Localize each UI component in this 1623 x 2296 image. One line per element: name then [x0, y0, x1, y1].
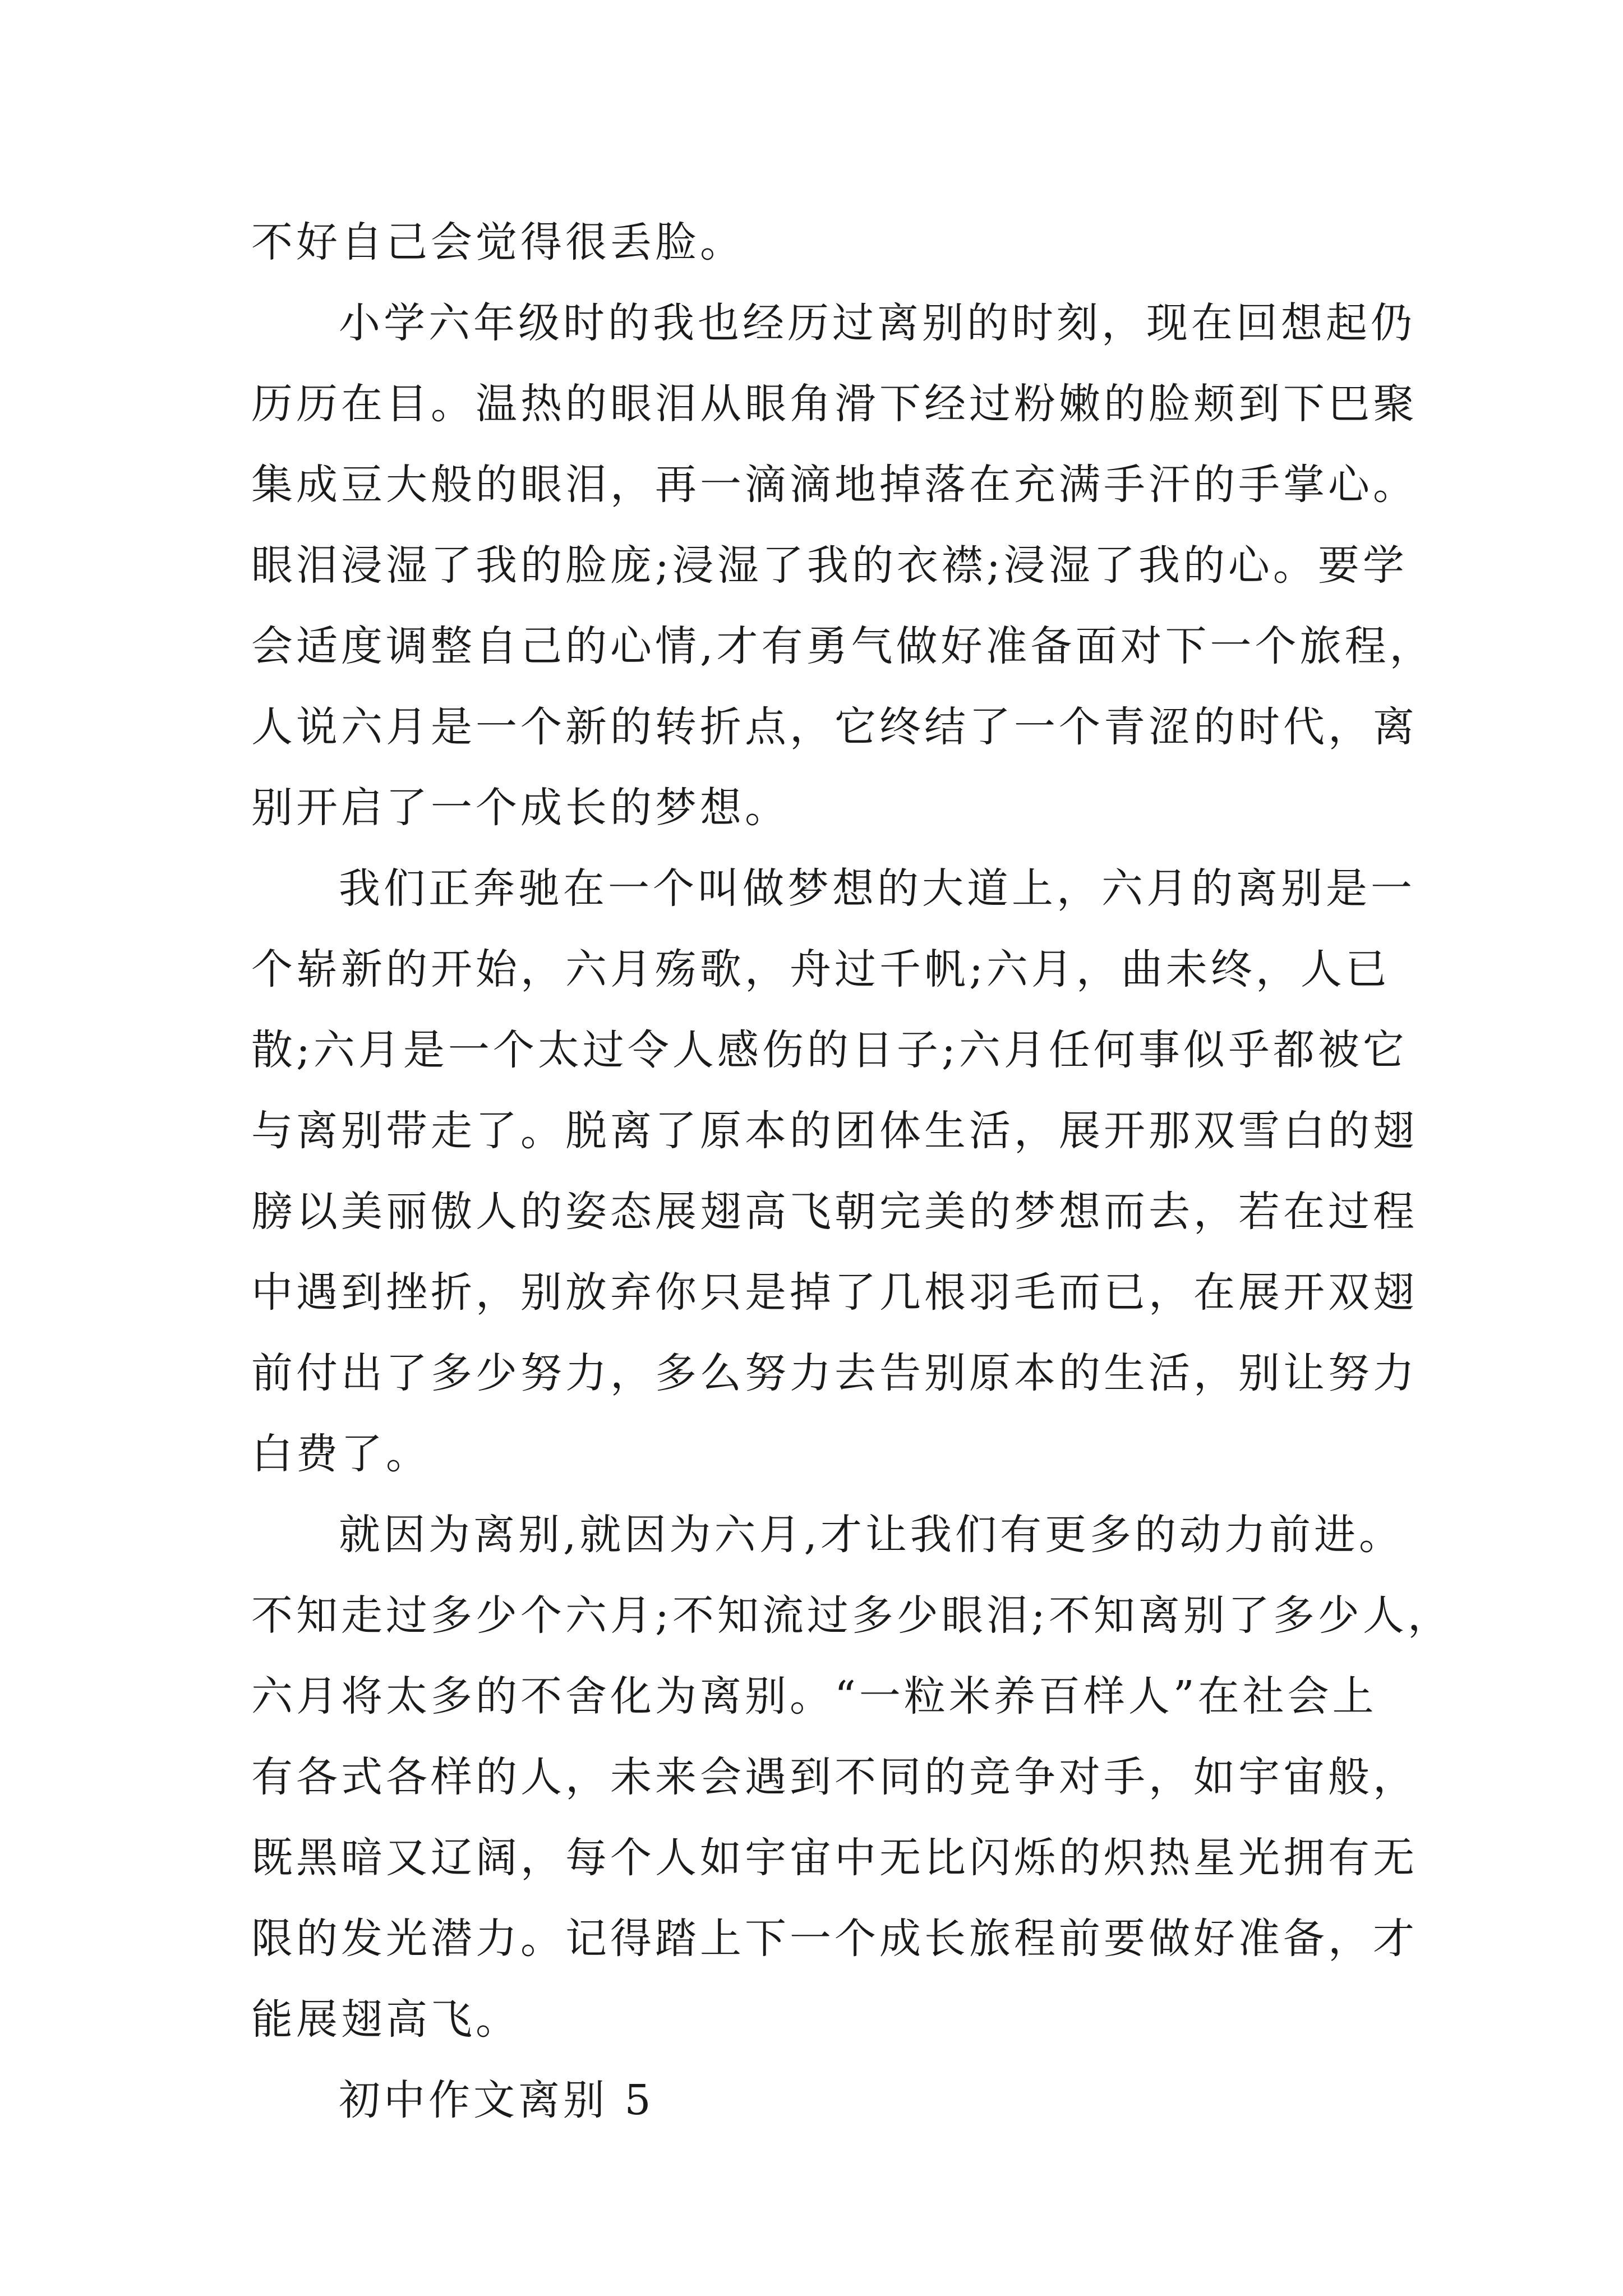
- section-heading: [251, 2060, 1377, 2141]
- text-line: 会适度调整自己的心情,才有勇气做好准备面对下一个旅程，: [251, 622, 1435, 670]
- text-line: 中遇到挫折，别放弃你只是掉了几根羽毛而已，在展开双翅: [251, 1268, 1418, 1317]
- text-line: 人说六月是一个新的转折点，它终结了一个青涩的时代，离: [251, 703, 1418, 751]
- text-line: 膀以美丽傲人的姿态展翅高飞朝完美的梦想而去，若在过程: [251, 1188, 1418, 1236]
- text-line: 白费了。: [251, 1430, 431, 1478]
- text-line: 与离别带走了。脱离了原本的团体生活，展开那双雪白的翅: [251, 1107, 1418, 1155]
- text-line: 就因为离别,就因为六月,才让我们有更多的动力前进。: [339, 1511, 1404, 1559]
- text-line: 集成豆大般的眼泪，再一滴滴地掉落在充满手汗的手掌心。: [251, 461, 1418, 509]
- paragraph-continuation: [251, 202, 1377, 283]
- text-line: 不好自己会觉得很丢脸。: [251, 218, 745, 266]
- text-line: 限的发光潜力。记得踏上下一个成长旅程前要做好准备，才: [251, 1915, 1418, 1963]
- text-line: 前付出了多少努力，多么努力去告别原本的生活，别让努力: [251, 1349, 1418, 1397]
- text-line: 六月将太多的不舍化为离别。“一粒米养百样人”在社会上: [251, 1672, 1377, 1720]
- text-line: 我们正奔驰在一个叫做梦想的大道上，六月的离别是一: [339, 864, 1415, 913]
- paragraph-graduation-memory: [251, 283, 1435, 848]
- paragraph-dream-road: [251, 848, 1418, 1494]
- text-line: 历历在目。温热的眼泪从眼角滑下经过粉嫩的脸颊到下巴聚: [251, 380, 1418, 428]
- essay-title: 初中作文离别 5: [339, 2076, 654, 2124]
- text-line: 小学六年级时的我也经历过离别的时刻，现在回想起仍: [339, 299, 1415, 347]
- text-line: 散;六月是一个太过令人感伤的日子;六月任何事似乎都被它: [251, 1026, 1408, 1074]
- text-line: 既黑暗又辽阔，每个人如宇宙中无比闪烁的炽热星光拥有无: [251, 1834, 1418, 1882]
- text-line: 有各式各样的人，未来会遇到不同的竞争对手，如宇宙般，: [251, 1753, 1418, 1801]
- document-body: [251, 202, 1453, 2141]
- text-line: 不知走过多少个六月;不知流过多少眼泪;不知离别了多少人，: [251, 1591, 1453, 1640]
- text-line: 个崭新的开始，六月殇歌，舟过千帆;六月，曲未终，人已: [251, 945, 1390, 993]
- text-line: 能展翅高飞。: [251, 1995, 520, 2044]
- paragraph-june-farewell: [251, 1494, 1453, 2060]
- text-line: 眼泪浸湿了我的脸庞;浸湿了我的衣襟;浸湿了我的心。要学: [251, 541, 1408, 590]
- text-line: 别开启了一个成长的梦想。: [251, 784, 790, 832]
